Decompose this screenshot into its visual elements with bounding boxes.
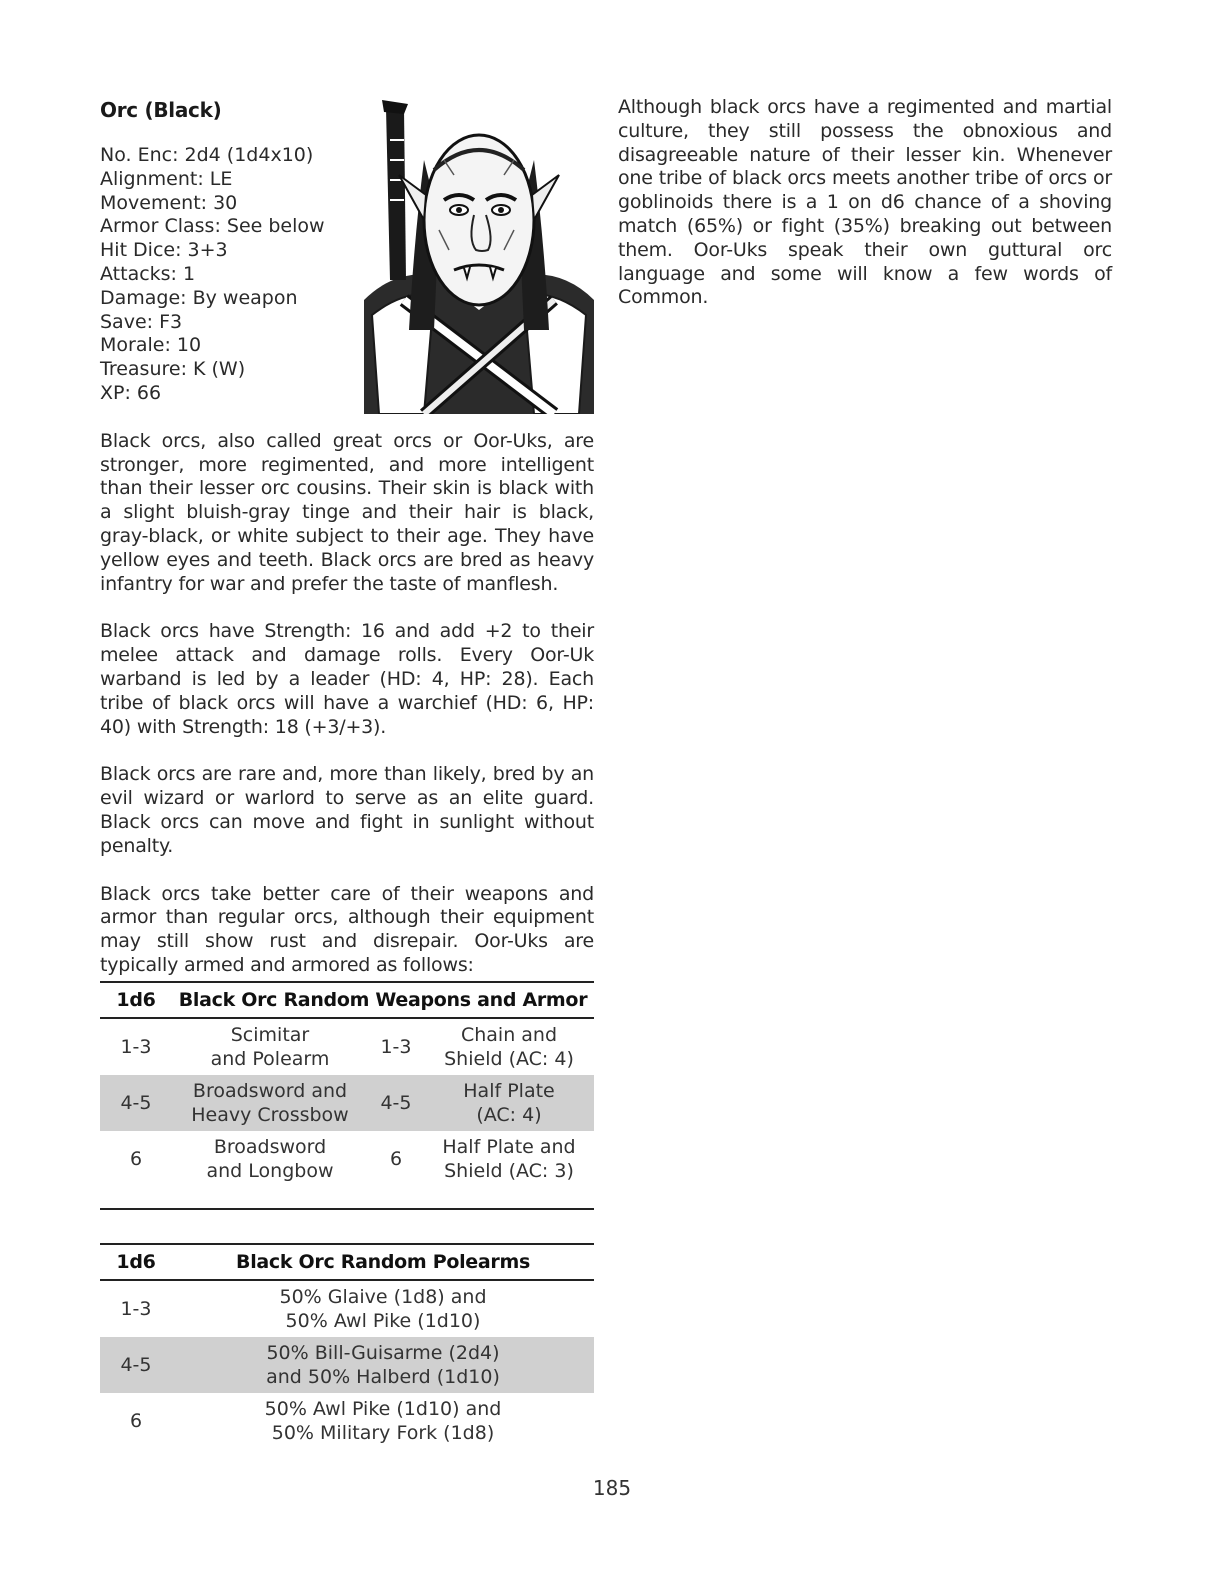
stat-armor-class: Armor Class: See below <box>100 215 325 238</box>
stat-no-enc: No. Enc: 2d4 (1d4x10) <box>100 144 314 166</box>
description <box>100 430 594 978</box>
table-header-die: 1d6 <box>100 1244 172 1280</box>
roll-cell: 6 <box>129 1410 143 1432</box>
armor-cell: Half Plate and Shield (AC: 3) <box>442 1136 576 1182</box>
weapons-armor-table <box>100 981 594 1187</box>
weapon-cell: Broadsword and Longbow <box>206 1136 334 1182</box>
table-divider <box>100 1208 594 1210</box>
roll-cell: 1-3 <box>120 1298 152 1320</box>
paragraph: Black orcs take better care of their weapons and armor than regular orcs, although their equipment may still show rust and disrepair. Oor-Uks are typically armed and armored as follows: <box>100 882 594 976</box>
paragraph: Black orcs, also called great orcs or Oor-Uks, are stronger, more regimented, and more intelligent than their lesser orc cousins. Their skin is black with a slight bluish-gray tinge and their hair is black, gray-black, or white subject to their age. They have yellow eyes and teeth. Black orcs are bred as heavy infantry for war and prefer the taste of manflesh. <box>100 429 594 595</box>
roll-cell: 4-5 <box>100 1337 172 1393</box>
stat-alignment: Alignment: LE <box>100 167 233 190</box>
roll-cell: 4-5 <box>100 1075 172 1131</box>
stat-save: Save: F3 <box>100 310 183 333</box>
roll-cell: 4-5 <box>368 1075 424 1131</box>
armor-cell: Chain and Shield (AC: 4) <box>444 1024 574 1070</box>
paragraph: Black orcs have Strength: 16 and add +2 to their melee attack and damage rolls. Every Oor-Uk warband is led by a leader (HD: 4, HP: 28). Each tribe of black orcs will have a warchief (HD: 6, HP: 40) with Strength: 18 (+3/+3). <box>100 620 594 738</box>
page-number: 185 <box>592 1476 632 1500</box>
stat-morale: Morale: 10 <box>100 334 202 357</box>
roll-cell: 1-3 <box>380 1036 412 1058</box>
polearm-cell: 50% Glaive (1d8) and 50% Awl Pike (1d10) <box>279 1286 487 1332</box>
table-header-title: Black Orc Random Weapons and Armor <box>172 982 594 1018</box>
table-header-title: Black Orc Random Polearms <box>172 1244 594 1280</box>
right-column <box>618 96 1112 310</box>
monster-name: Orc (Black) <box>100 98 222 122</box>
table-row <box>100 1280 594 1337</box>
polearms-table <box>100 1243 594 1449</box>
table-row <box>100 1337 594 1393</box>
table-row <box>100 1393 594 1449</box>
stat-attacks: Attacks: 1 <box>100 262 196 285</box>
roll-cell: 1-3 <box>120 1036 152 1058</box>
stat-hit-dice: Hit Dice: 3+3 <box>100 239 228 262</box>
paragraph: Although black orcs have a regimented and martial culture, they still possess the obnoxious and disagreeable nature of their lesser kin. Whenever one tribe of black orcs meets another tribe of orcs or goblinoids there is a 1 on d6 chance of a shoving match (65%) or fight (35%) breaking out between them. Oor-Uks speak their own guttural orc language and some will know a few words of Common. <box>618 96 1112 309</box>
polearm-cell: 50% Bill-Guisarme (2d4) and 50% Halberd (1d10) <box>172 1337 594 1393</box>
table-row <box>100 1131 594 1187</box>
stat-treasure: Treasure: K (W) <box>100 358 246 381</box>
roll-cell: 6 <box>129 1148 143 1170</box>
table-row <box>100 1075 594 1131</box>
table-row <box>100 1018 594 1075</box>
paragraph: Black orcs are rare and, more than likely, bred by an evil wizard or warlord to serve as an elite guard. Black orcs can move and fight in sunlight without penalty. <box>100 763 594 857</box>
stat-movement: Movement: 30 <box>100 191 238 214</box>
weapon-cell: Broadsword and Heavy Crossbow <box>172 1075 368 1131</box>
stat-xp: XP: 66 <box>100 381 162 404</box>
armor-cell: Half Plate (AC: 4) <box>424 1075 594 1131</box>
weapon-cell: Scimitar and Polearm <box>210 1024 330 1070</box>
stat-damage: Damage: By weapon <box>100 286 298 309</box>
black-orc-portrait-icon <box>364 100 594 414</box>
roll-cell: 6 <box>389 1148 403 1170</box>
table-header-die: 1d6 <box>100 982 172 1018</box>
polearm-cell: 50% Awl Pike (1d10) and 50% Military Fork (1d8) <box>264 1398 502 1444</box>
